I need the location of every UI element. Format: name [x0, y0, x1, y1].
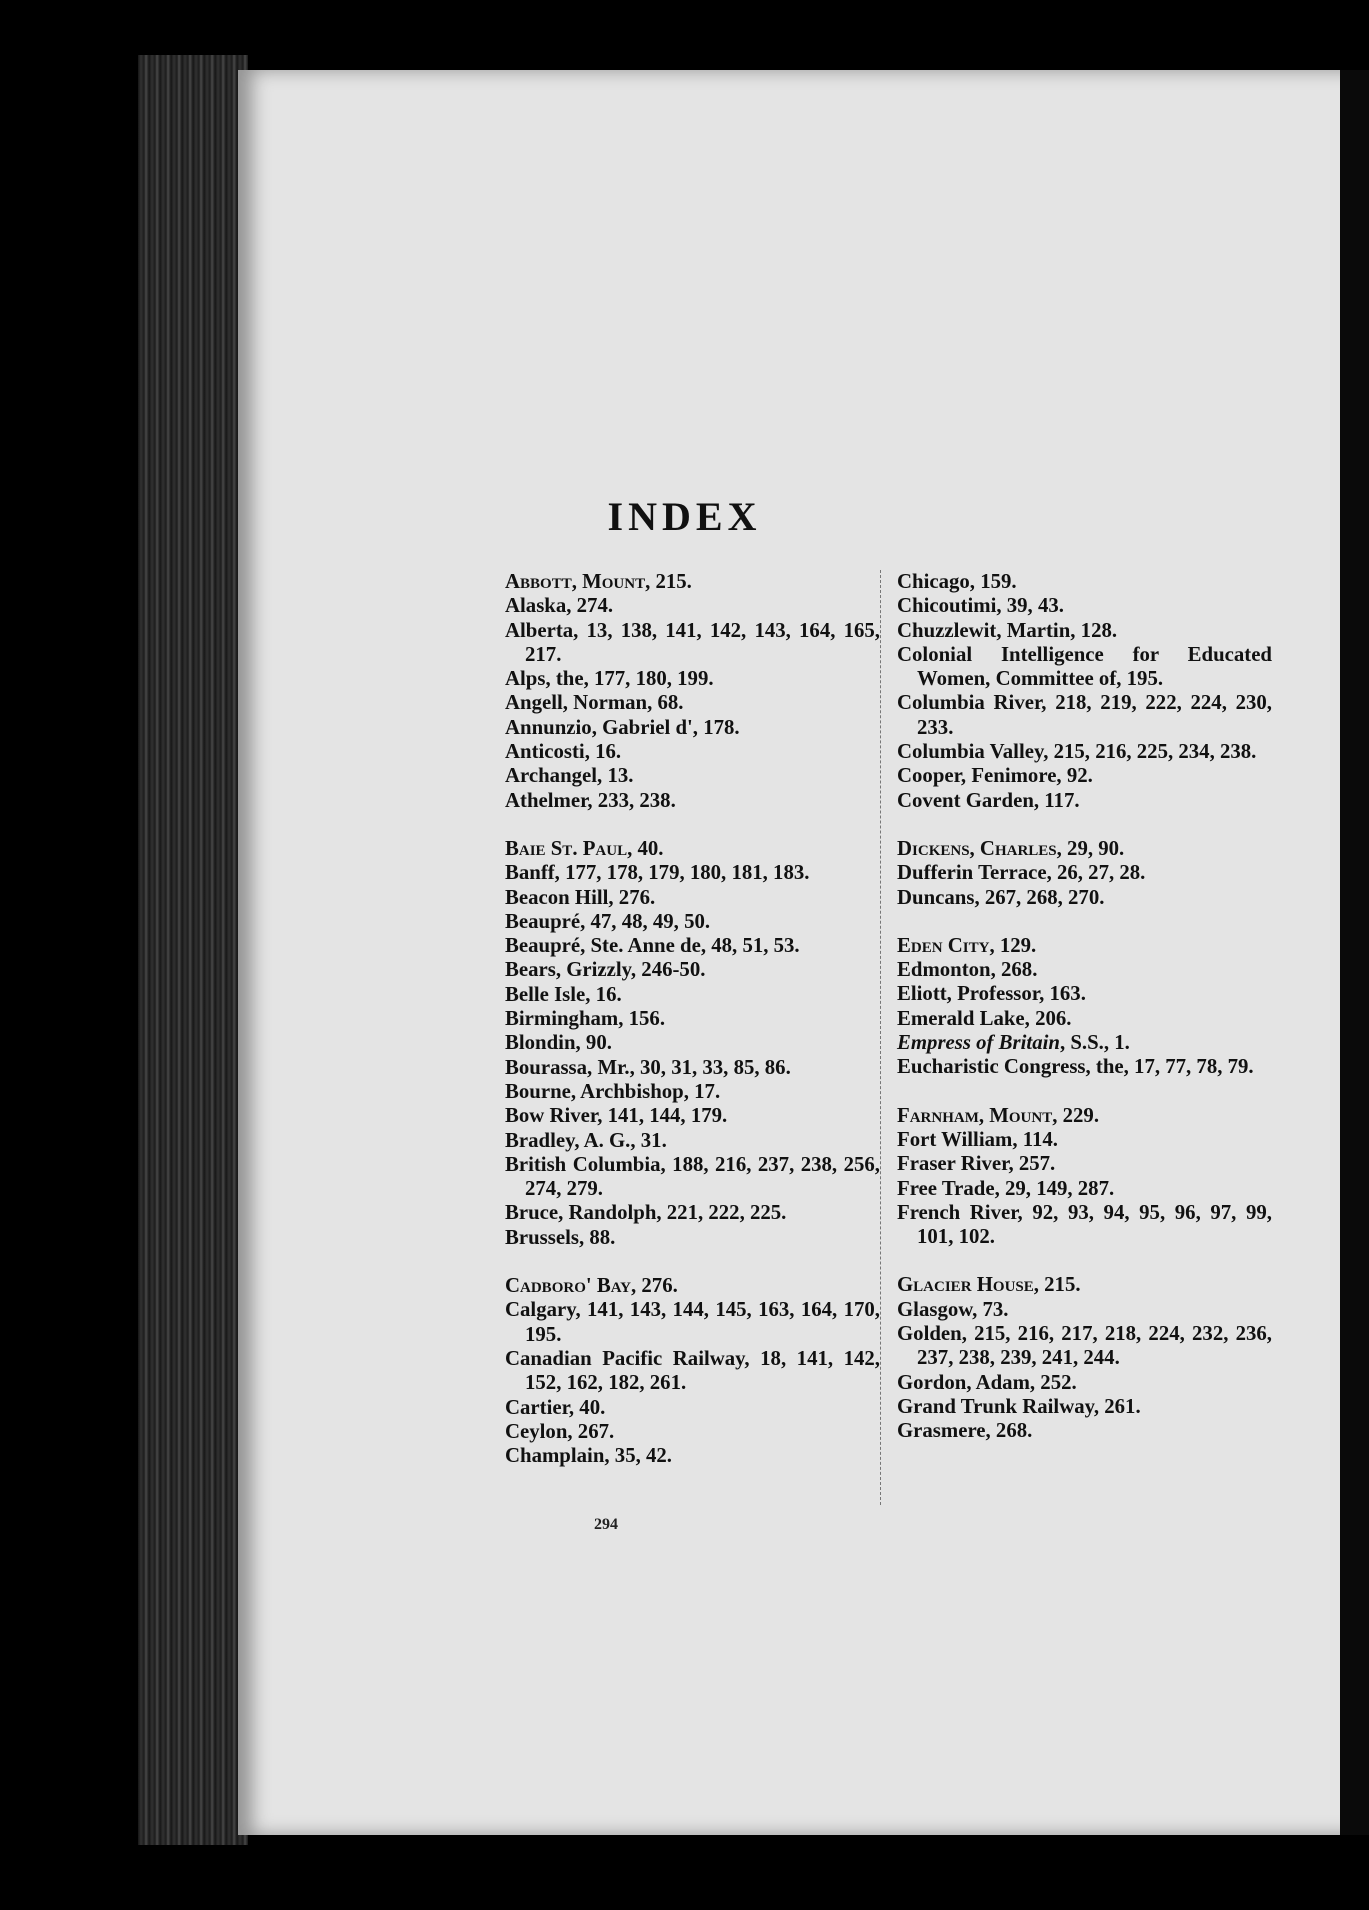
index-entry: [505, 1420, 880, 1444]
index-entry-text: Glasgow, 73.: [897, 1297, 1009, 1321]
index-entry-text: Golden, 215, 216, 217, 218, 224, 232, 236, 237, 238, 239, 241, 244.: [897, 1322, 1272, 1370]
book-spine: [138, 55, 248, 1845]
index-entry-lead: Cadboro' Bay: [505, 1274, 631, 1298]
index-entry-text: Chuzzlewit, Martin, 128.: [897, 618, 1118, 642]
index-entry-text: Annunzio, Gabriel d', 178.: [505, 715, 740, 739]
index-entry: [897, 643, 1272, 692]
index-entry-text: Brussels, 88.: [505, 1225, 616, 1249]
index-entry: [505, 667, 880, 691]
page-title: INDEX: [607, 494, 762, 539]
section-gap: [505, 1250, 880, 1274]
index-entry: [505, 570, 880, 594]
index-entry: [897, 1104, 1272, 1128]
index-entry-text: Banff, 177, 178, 179, 180, 181, 183.: [505, 861, 810, 885]
index-entry: [505, 1056, 880, 1080]
index-entry-lead: Glacier House: [897, 1273, 1034, 1297]
index-entry: [897, 1395, 1272, 1419]
index-entry-text: Fort William, 114.: [897, 1127, 1058, 1151]
index-entry: [505, 1201, 880, 1225]
column-divider: [880, 570, 881, 1505]
index-entry-text: Belle Isle, 16.: [505, 982, 622, 1006]
index-entry: [897, 958, 1272, 982]
index-entry-text: Cooper, Fenimore, 92.: [897, 764, 1093, 788]
index-entry-text: Calgary, 141, 143, 144, 145, 163, 164, 170, 195.: [505, 1298, 880, 1346]
index-entry: [897, 1152, 1272, 1176]
index-entry: [505, 958, 880, 982]
index-entry-text: Columbia Valley, 215, 216, 225, 234, 238.: [897, 740, 1257, 764]
section-gap: [505, 813, 880, 837]
index-entry-text: Bradley, A. G., 31.: [505, 1128, 667, 1152]
index-entry: [505, 837, 880, 861]
page-edge: [1340, 70, 1369, 1835]
index-entry: [505, 1080, 880, 1104]
index-entry-text: Fraser River, 257.: [897, 1152, 1056, 1176]
index-entry: [505, 983, 880, 1007]
index-entry: [897, 691, 1272, 740]
index-entry-text: Canadian Pacific Railway, 18, 141, 142, 152, 162, 182, 261.: [505, 1346, 880, 1395]
index-entry-text: Angell, Norman, 68.: [505, 691, 684, 715]
index-entry: [505, 1007, 880, 1031]
section-gap: [897, 1080, 1272, 1104]
index-entry-text: Edmonton, 268.: [897, 958, 1038, 982]
index-entry-text: Blondin, 90.: [505, 1031, 612, 1055]
index-entry-text: British Columbia, 188, 216, 237, 238, 256, 274, 279.: [505, 1152, 880, 1201]
index-entry: [897, 1031, 1272, 1055]
index-column-right: [897, 570, 1272, 1444]
index-entry-text: Beacon Hill, 276.: [505, 885, 656, 909]
index-entry-text: Beaupré, 47, 48, 49, 50.: [505, 909, 711, 933]
index-entry: [897, 594, 1272, 618]
index-entry-text: Birmingham, 156.: [505, 1007, 666, 1031]
index-entry: [505, 1031, 880, 1055]
page-number: 294: [594, 1516, 618, 1533]
index-entry: [505, 1347, 880, 1396]
index-entry: [505, 1226, 880, 1250]
index-entry: [505, 1298, 880, 1347]
index-entry-text: Athelmer, 233, 238.: [505, 788, 676, 812]
index-entry-lead: Abbott, Mount: [505, 570, 646, 593]
index-entry: [897, 982, 1272, 1006]
index-entry: [505, 764, 880, 788]
index-entry-text: , 229.: [1052, 1103, 1100, 1127]
index-entry-text: Bourassa, Mr., 30, 31, 33, 85, 86.: [505, 1055, 791, 1079]
index-entry-text: Bears, Grizzly, 246-50.: [505, 958, 706, 982]
index-entry: [897, 570, 1272, 594]
index-entry-text: Alps, the, 177, 180, 199.: [505, 667, 714, 691]
index-entry-text: Duncans, 267, 268, 270.: [897, 885, 1105, 909]
index-entry: [897, 764, 1272, 788]
index-entry: [897, 740, 1272, 764]
index-entry-text: Bourne, Archbishop, 17.: [505, 1079, 721, 1103]
index-entry: [505, 740, 880, 764]
index-entry: [897, 886, 1272, 910]
index-entry-text: , 215.: [645, 570, 692, 593]
index-entry: [505, 789, 880, 813]
index-entry-text: Bow River, 141, 144, 179.: [505, 1104, 728, 1128]
index-entry: [897, 1201, 1272, 1250]
index-entry-text: , 40.: [627, 836, 664, 860]
index-entry-text: Alberta, 13, 138, 141, 142, 143, 164, 165, 217.: [505, 618, 880, 666]
index-entry-text: , 29, 90.: [1056, 836, 1125, 860]
index-entry-lead: Baie St. Paul: [505, 836, 628, 860]
index-entry-text: Chicago, 159.: [897, 570, 1017, 593]
index-entry-text: Eucharistic Congress, the, 17, 77, 78, 79.: [897, 1055, 1254, 1079]
index-entry-italic: Empress of Britain: [897, 1031, 1060, 1055]
index-entry-text: Grasmere, 268.: [897, 1419, 1033, 1443]
index-entry-lead: Farnham, Mount: [897, 1103, 1053, 1127]
index-entry-text: Chicoutimi, 39, 43.: [897, 594, 1064, 618]
index-entry-text: Columbia River, 218, 219, 222, 224, 230, 233.: [897, 691, 1272, 739]
section-gap: [897, 1249, 1272, 1273]
index-entry: [505, 1396, 880, 1420]
index-entry: [505, 594, 880, 618]
index-entry-text: French River, 92, 93, 94, 95, 96, 97, 99, 101, 102.: [897, 1200, 1272, 1249]
index-entry: [897, 1322, 1272, 1371]
index-entry: [897, 1128, 1272, 1152]
index-entry-text: Colonial Intelligence for Educated Women, Committee of, 195.: [897, 642, 1272, 691]
index-entry-text: , S.S., 1.: [1059, 1031, 1130, 1055]
index-entry: [505, 934, 880, 958]
index-column-left: [505, 570, 880, 1468]
index-entry-text: Anticosti, 16.: [505, 740, 622, 764]
index-entry-text: Alaska, 274.: [505, 594, 614, 618]
index-entry: [897, 1371, 1272, 1395]
index-entry-text: Emerald Lake, 206.: [897, 1006, 1072, 1030]
index-entry-text: Eliott, Professor, 163.: [897, 982, 1086, 1006]
index-entry: [505, 861, 880, 885]
index-entry: [897, 934, 1272, 958]
section-gap: [897, 910, 1272, 934]
index-entry: [897, 619, 1272, 643]
index-entry: [897, 861, 1272, 885]
index-entry: [505, 1153, 880, 1202]
section-gap: [897, 813, 1272, 837]
index-entry: [897, 1298, 1272, 1322]
index-entry: [505, 1129, 880, 1153]
index-entry: [505, 910, 880, 934]
index-entry-text: , 129.: [989, 933, 1037, 957]
index-entry: [505, 1444, 880, 1468]
index-entry-text: Grand Trunk Railway, 261.: [897, 1394, 1141, 1418]
index-entry-text: Ceylon, 267.: [505, 1419, 615, 1443]
index-entry: [505, 1104, 880, 1128]
index-entry-text: , 276.: [631, 1274, 678, 1298]
index-entry-text: Free Trade, 29, 149, 287.: [897, 1176, 1115, 1200]
index-entry: [897, 1273, 1272, 1297]
index-entry-text: Gordon, Adam, 252.: [897, 1370, 1077, 1394]
index-entry: [897, 1007, 1272, 1031]
index-entry-text: Covent Garden, 117.: [897, 788, 1080, 812]
index-entry: [897, 1419, 1272, 1443]
index-entry: [897, 837, 1272, 861]
index-entry-text: Champlain, 35, 42.: [505, 1444, 672, 1468]
index-entry-text: Archangel, 13.: [505, 764, 634, 788]
index-entry-text: Beaupré, Ste. Anne de, 48, 51, 53.: [505, 934, 800, 958]
index-entry: [897, 1177, 1272, 1201]
index-entry-lead: Dickens, Charles: [897, 836, 1057, 860]
index-entry-text: Bruce, Randolph, 221, 222, 225.: [505, 1201, 787, 1225]
index-entry: [505, 1274, 880, 1298]
index-entry: [505, 691, 880, 715]
index-entry-text: Cartier, 40.: [505, 1395, 606, 1419]
index-entry-text: Dufferin Terrace, 26, 27, 28.: [897, 861, 1146, 885]
index-entry: [897, 1055, 1272, 1079]
index-entry: [505, 716, 880, 740]
index-entry-text: , 215.: [1033, 1273, 1081, 1297]
index-entry: [505, 619, 880, 668]
index-entry-lead: Eden City: [897, 933, 990, 957]
index-entry: [897, 789, 1272, 813]
index-entry: [505, 886, 880, 910]
